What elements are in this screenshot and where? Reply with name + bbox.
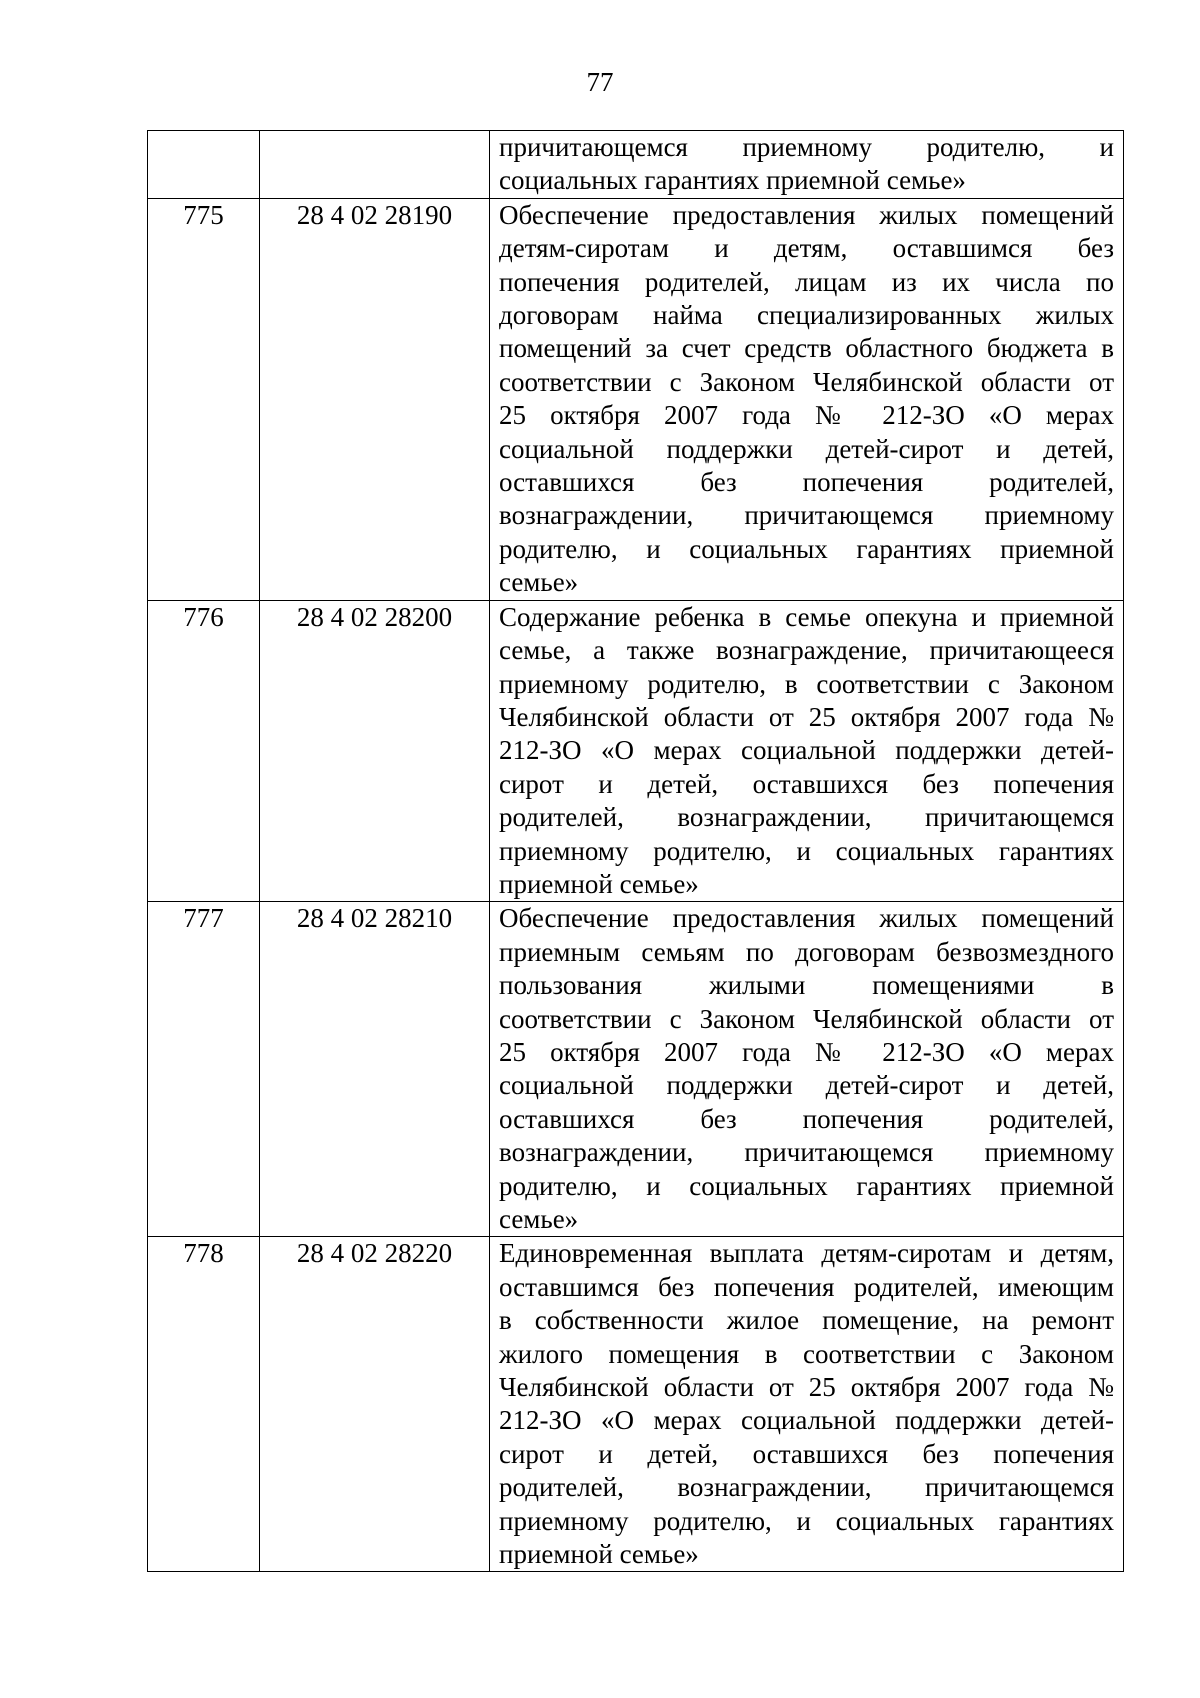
description-line: помещений за счет средств областного бюджета в (499, 333, 1114, 364)
description-line: Единовременная выплата детям-сиротам и детям, (499, 1238, 1114, 1269)
description-cell (490, 902, 1124, 1237)
description-line: в собственности жилое помещение, на ремонт (499, 1305, 1114, 1336)
row-number-cell: 778 (148, 1237, 260, 1572)
description-line: социальных гарантиях приемной семье» (499, 165, 966, 196)
description-line: 212-ЗО «О мерах социальной поддержки детей- (499, 1405, 1114, 1436)
description-line: семье, а также вознаграждение, причитающееся (499, 635, 1114, 666)
row-number-cell: 776 (148, 600, 260, 902)
description-line: пользования жилыми помещениями в (499, 970, 1114, 1001)
description-line: родителю, и социальных гарантиях приемной (499, 1170, 1114, 1201)
description-line: Обеспечение предоставления жилых помещений (499, 199, 1114, 230)
description-line: приемному родителю, и социальных гарантиях (499, 835, 1114, 866)
description-line: сирот и детей, оставшихся без попечения (499, 1438, 1114, 1469)
row-number-cell: 775 (148, 198, 260, 600)
description-cell (490, 131, 1124, 199)
description-line: приемной семье» (499, 1539, 699, 1570)
description-line: оставшихся без попечения родителей, (499, 467, 1114, 498)
description-line: вознаграждении, причитающемся приемному (499, 1137, 1114, 1168)
description-line: оставшихся без попечения родителей, (499, 1103, 1114, 1134)
row-number-cell (148, 131, 260, 199)
table-row (148, 198, 1124, 600)
table-row (148, 1237, 1124, 1572)
description-line: родителю, и социальных гарантиях приемной (499, 533, 1114, 564)
description-line: соответствии с Законом Челябинской области от (499, 1003, 1114, 1034)
description-line: родителей, вознаграждении, причитающемся (499, 802, 1114, 833)
description-line: жилого помещения в соответствии с Законом (499, 1338, 1114, 1369)
description-line: социальной поддержки детей-сирот и детей, (499, 433, 1114, 464)
budget-code-cell (260, 131, 490, 199)
description-cell (490, 198, 1124, 600)
description-line: договорам найма специализированных жилых (499, 300, 1114, 331)
description-line: Обеспечение предоставления жилых помещений (499, 903, 1114, 934)
budget-code-cell: 28 4 02 28200 (260, 600, 490, 902)
description-line: причитающемся приемному родителю, и (499, 132, 1114, 162)
description-line: приемному родителю, в соответствии с Законом (499, 668, 1114, 699)
page-number: 77 (586, 67, 614, 97)
budget-classification-table (147, 130, 1124, 1572)
description-line: семье» (499, 567, 579, 598)
description-line: попечения родителей, лицам из их числа по (499, 266, 1114, 297)
description-line: Челябинской области от 25 октября 2007 года № (499, 701, 1114, 732)
description-line: приемному родителю, и социальных гарантиях (499, 1505, 1114, 1536)
description-cell (490, 600, 1124, 902)
description-line: соответствии с Законом Челябинской области от (499, 366, 1114, 397)
row-number-cell: 777 (148, 902, 260, 1237)
description-line: социальной поддержки детей-сирот и детей, (499, 1070, 1114, 1101)
description-line: приемной семье» (499, 868, 699, 899)
description-line: Содержание ребенка в семье опекуна и приемной (499, 601, 1114, 632)
table-body (148, 131, 1124, 1572)
description-line: родителей, вознаграждении, причитающемся (499, 1472, 1114, 1503)
description-line: оставшимся без попечения родителей, имеющим (499, 1271, 1114, 1302)
budget-code-cell: 28 4 02 28190 (260, 198, 490, 600)
description-line: приемным семьям по договорам безвозмездного (499, 936, 1114, 967)
budget-code-cell: 28 4 02 28210 (260, 902, 490, 1237)
budget-code-cell: 28 4 02 28220 (260, 1237, 490, 1572)
table-row (148, 600, 1124, 902)
description-line: 25 октября 2007 года № 212-ЗО «О мерах (499, 400, 1114, 431)
description-line: 212-ЗО «О мерах социальной поддержки детей- (499, 735, 1114, 766)
description-line: семье» (499, 1204, 579, 1234)
description-line: вознаграждении, причитающемся приемному (499, 500, 1114, 531)
table-row (148, 902, 1124, 1237)
description-line: детям-сиротам и детям, оставшимся без (499, 233, 1114, 264)
description-line: сирот и детей, оставшихся без попечения (499, 768, 1114, 799)
description-cell (490, 1237, 1124, 1572)
description-line: Челябинской области от 25 октября 2007 года № (499, 1372, 1114, 1403)
table-row (148, 131, 1124, 199)
description-line: 25 октября 2007 года № 212-ЗО «О мерах (499, 1036, 1114, 1067)
